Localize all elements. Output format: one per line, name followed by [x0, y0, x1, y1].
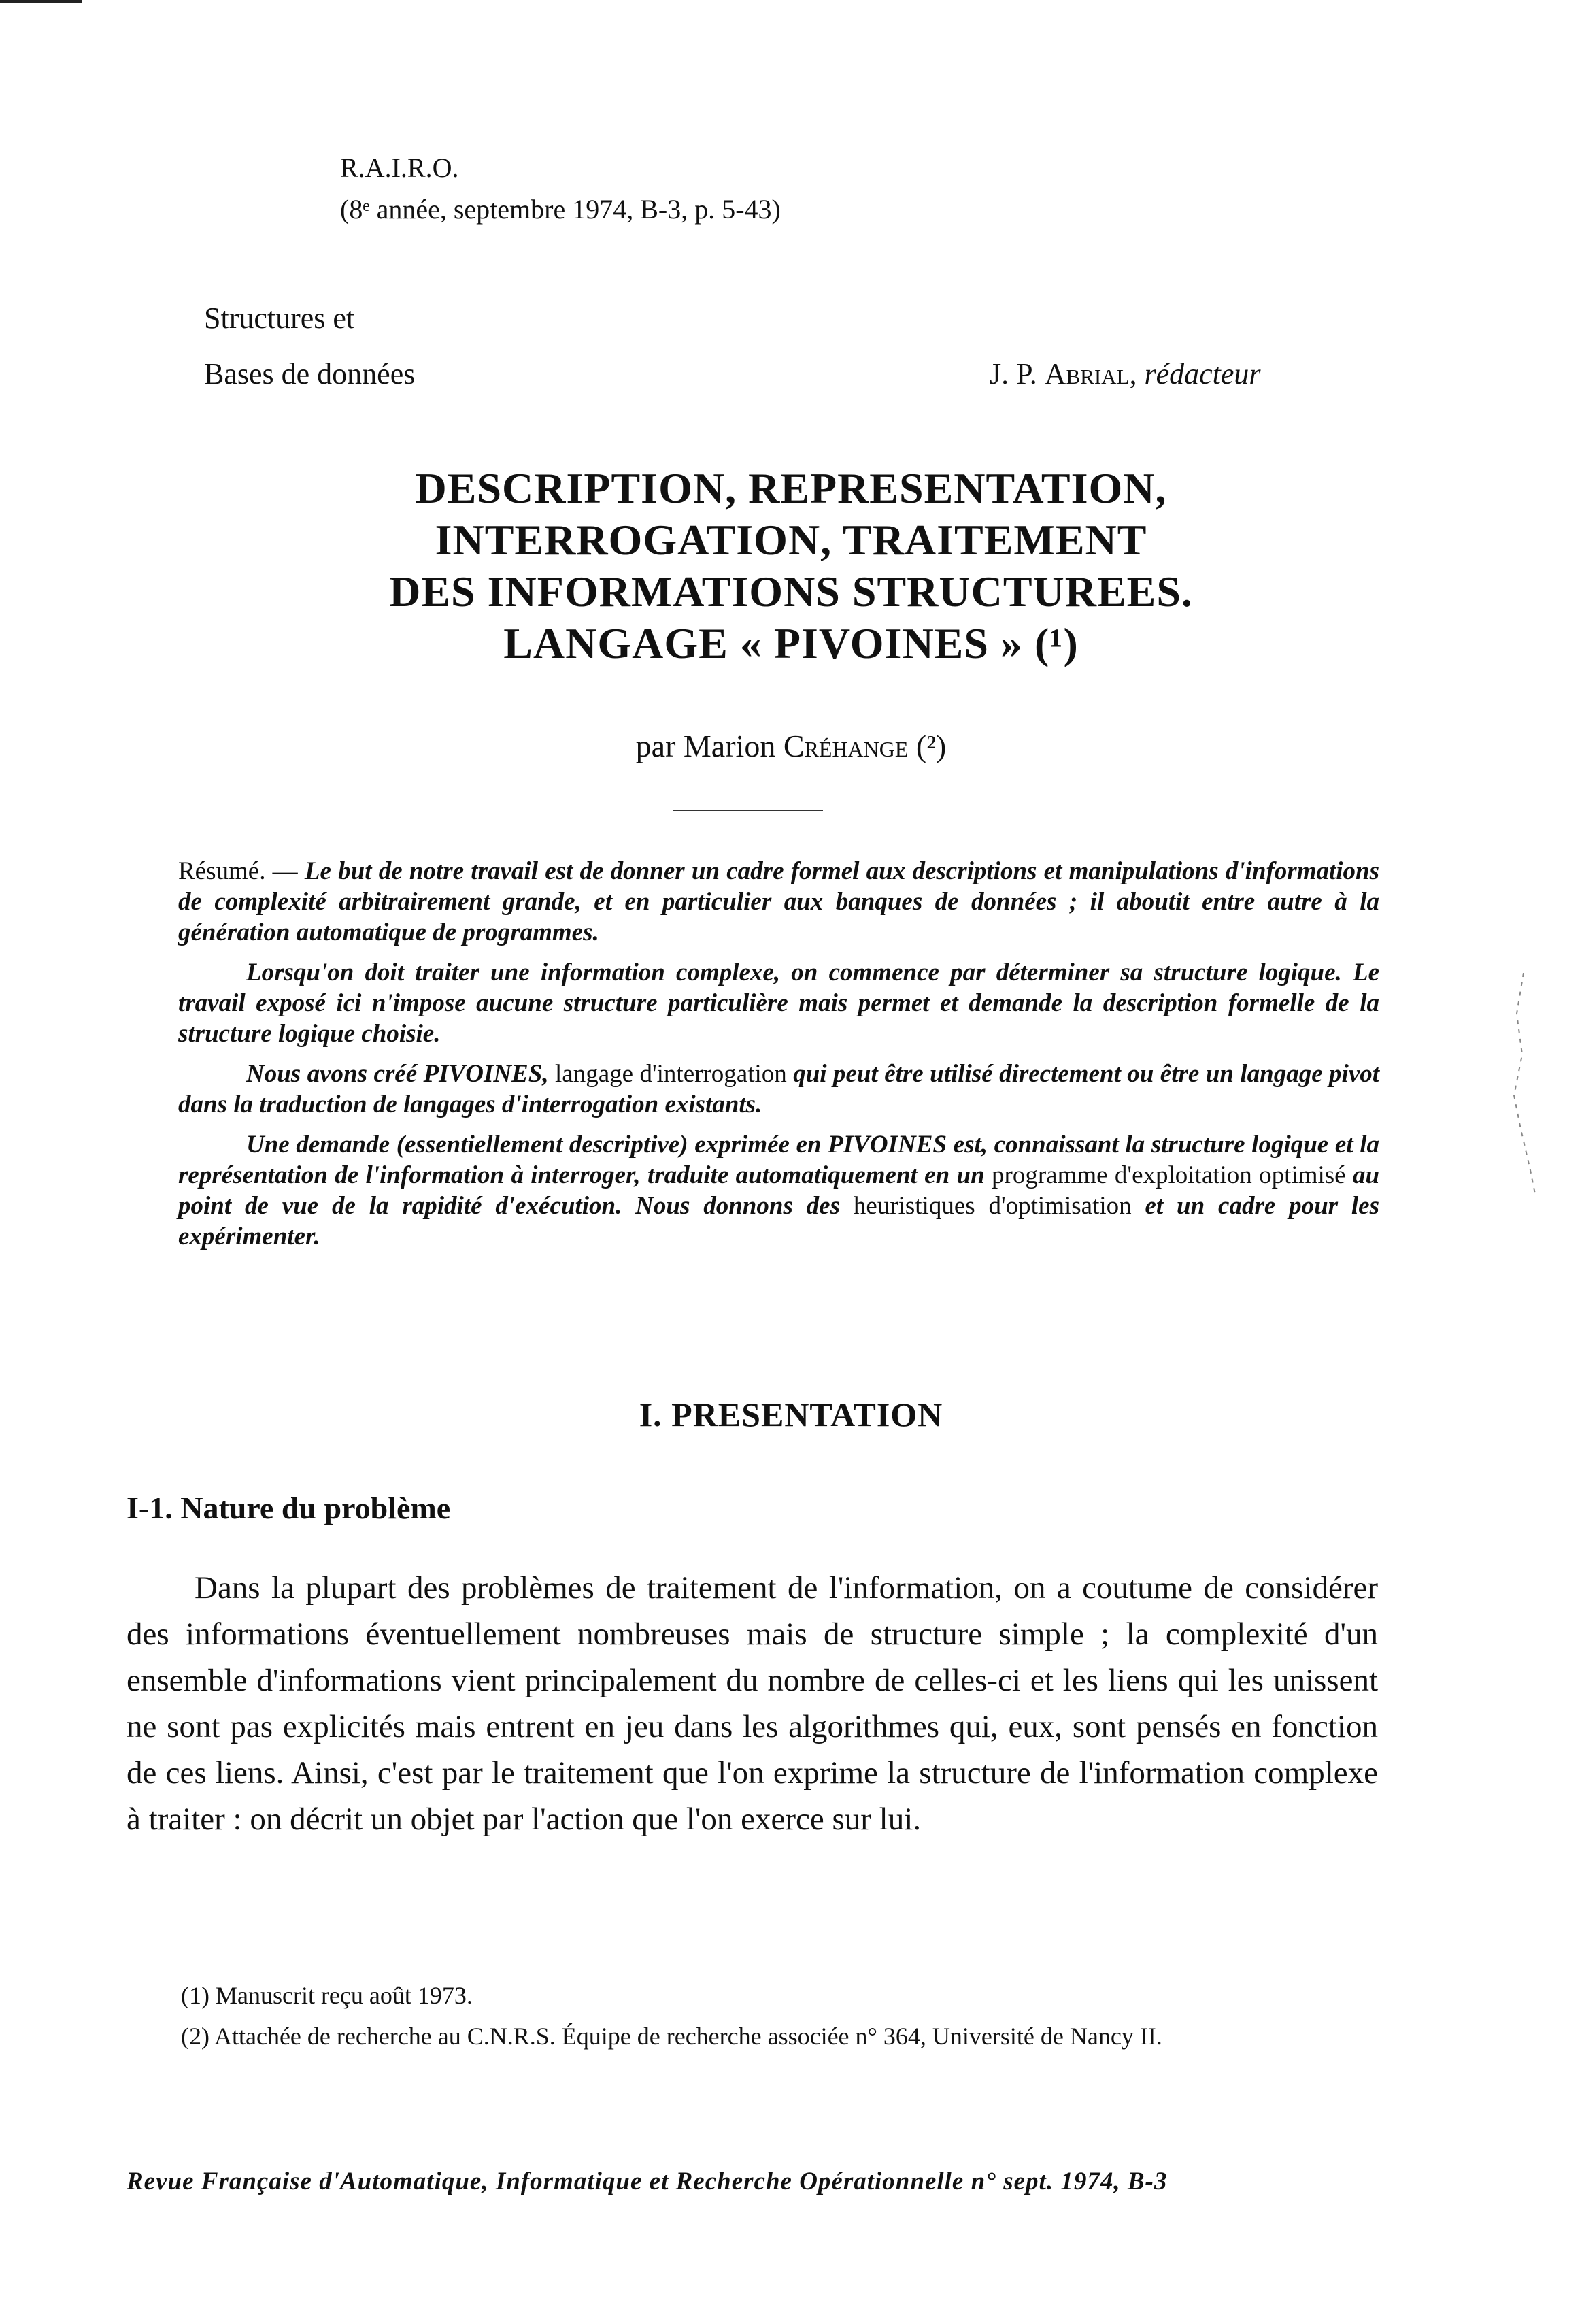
- journal-name: R.A.I.R.O.: [340, 152, 459, 183]
- body-paragraph: Dans la plupart des problèmes de traitement de l'information, on a coutume de considérer des informations éventuellement nombreuses mais de structure simple ; la complexité d'un ensemble d'informations vient principalement du nombre de celles-ci et les liens qui les unissent ne sont pas explicités mais entrent en jeu dans les algorithmes qui, eux, sont pensés en fonction de ces liens. Ainsi, c'est par le traitement que l'on exprime la structure de l'information complexe à traiter : on décrit un objet par l'action que l'on exerce sur lui.: [127, 1570, 1378, 1837]
- title-line-4: LANGAGE « PIVOINES » (¹): [503, 619, 1079, 667]
- title-line-1: DESCRIPTION, REPRESENTATION,: [415, 464, 1167, 512]
- section-heading: I. PRESENTATION: [639, 1395, 943, 1433]
- author-prefix: par Marion: [635, 729, 776, 763]
- scan-artifact: [1510, 973, 1537, 1197]
- abstract: [178, 856, 1379, 1261]
- footnote-1: (1) Manuscrit reçu août 1973.: [181, 1982, 473, 2009]
- abstract-p4-c: au point de vue de la rapidité d'exécution. Nous donnons des: [178, 1161, 1380, 1220]
- journal-footer: Revue Française d'Automatique, Informatique et Recherche Opérationnelle n° sept. 1974, B-3: [127, 2168, 1168, 2195]
- abstract-p3-a: Nous avons créé PIVOINES,: [246, 1060, 549, 1088]
- abstract-paragraph-2: Lorsqu'on doit traiter une information complexe, on commence par déterminer sa structure logique. Le travail exposé ici n'impose aucune structure particulière mais permet et demande la description formelle de la structure logique choisie.: [178, 959, 1379, 1048]
- editor-role: rédacteur: [1144, 357, 1261, 391]
- abstract-p4-b: programme d'exploitation optimisé: [992, 1161, 1346, 1189]
- abstract-paragraph-4: [178, 1129, 1379, 1252]
- editor: [990, 355, 1261, 393]
- section-label-line2: Bases de données: [204, 357, 416, 391]
- footnote-2: (2) Attachée de recherche au C.N.R.S. Équipe de recherche associée n° 364, Université de Nancy II.: [181, 2023, 1162, 2050]
- issue-info: (8ᵉ année, septembre 1974, B-3, p. 5-43): [340, 194, 781, 225]
- abstract-p3-b: langage d'interrogation: [555, 1060, 787, 1088]
- scan-edge-mark: [0, 0, 82, 3]
- abstract-p4-d: heuristiques d'optimisation: [853, 1192, 1132, 1220]
- footnotes: [127, 1980, 1378, 2061]
- abstract-label: Résumé. —: [178, 857, 298, 885]
- title-divider: [673, 810, 823, 811]
- title-line-2: INTERROGATION, TRAITEMENT: [435, 516, 1147, 564]
- subsection-heading: I-1. Nature du problème: [127, 1491, 451, 1525]
- title-line-3: DES INFORMATIONS STRUCTUREES.: [389, 567, 1193, 616]
- author-note: (²): [908, 729, 947, 763]
- editor-initials: J. P.: [990, 357, 1037, 391]
- author-line: [204, 728, 1378, 764]
- author-name: Créhange: [783, 729, 909, 763]
- abstract-paragraph-3: [178, 1059, 1379, 1120]
- abstract-p1-text: Le but de notre travail est de donner un cadre formel aux descriptions et manipulations d'informations de complexité arbitrairement grande, et en particulier aux banques de données ; il aboutit entre autre à la génération automatique de programmes.: [178, 857, 1380, 946]
- abstract-paragraph-1: [178, 856, 1379, 948]
- abstract-p3-c: qui peut être utilisé directement ou être un langage pivot dans la traduction de langages d'interrogation existants.: [178, 1060, 1380, 1118]
- section-label-line1: Structures et: [204, 301, 355, 335]
- editor-name: Abrial,: [1044, 357, 1137, 391]
- paper-title: [204, 463, 1378, 669]
- abstract-p4-e: et un cadre pour les expérimenter.: [178, 1192, 1380, 1250]
- abstract-p4-a: Une demande (essentiellement descriptive) exprimée en PIVOINES est, connaissant la structure logique et la représentation de l'information à interroger, traduite automatiquement en un: [178, 1131, 1379, 1189]
